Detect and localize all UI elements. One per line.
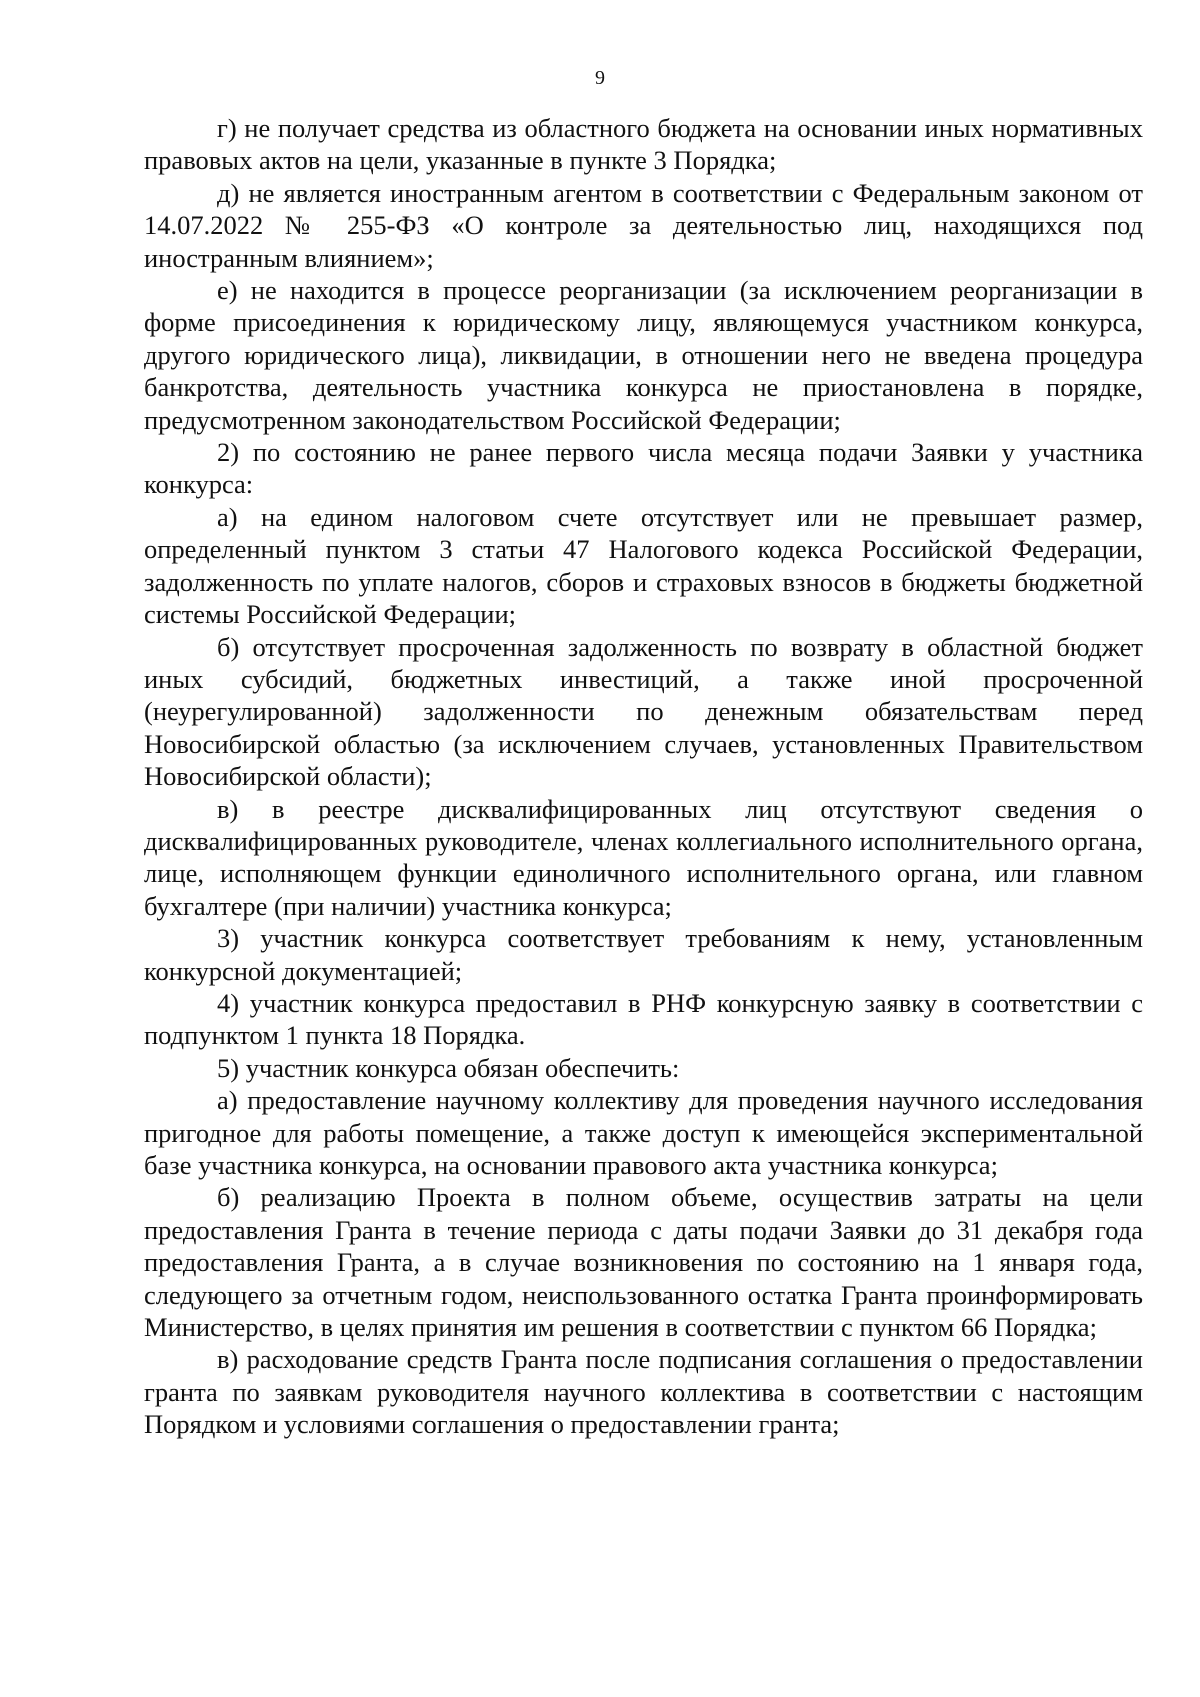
paragraph-item-3: 3) участник конкурса соответствует требованиям к нему, установленным конкурсной документацией; xyxy=(144,923,1143,986)
paragraph-item-2: 2) по состоянию не ранее первого числа месяца подачи Заявки у участника конкурса: xyxy=(144,437,1143,500)
paragraph-d: д) не является иностранным агентом в соответствии с Федеральным законом от 14.07.2022 № 255-ФЗ «О контроле за деятельностью лиц, находящихся под иностранным влиянием»; xyxy=(144,177,1143,273)
paragraph-5v: в) расходование средств Гранта после подписания соглашения о предоставлении гранта по заявкам руководителя научного коллектива в соответствии с настоящим Порядком и условиями соглашения о предоставлении гранта; xyxy=(144,1344,1143,1440)
page-number: 9 xyxy=(595,67,605,89)
document-body xyxy=(144,112,1143,1441)
paragraph-2v: в) в реестре дисквалифицированных лиц отсутствуют сведения о дисквалифицированных руководителе, членах коллегиального исполнительного органа, лице, исполняющем функции единоличного исполнительного органа, или главном бухгалтере (при наличии) участника конкурса; xyxy=(144,793,1143,921)
paragraph-2b: б) отсутствует просроченная задолженность по возврату в областной бюджет иных субсидий, бюджетных инвестиций, а также иной просроченной (неурегулированной) задолженности по денежным обязательствам перед Новосибирской областью (за исключением случаев, установленных Правительством Новосибирской области); xyxy=(144,631,1143,792)
paragraph-2a: а) на едином налоговом счете отсутствует или не превышает размер, определенный пунктом 3 статьи 47 Налогового кодекса Российской Федерации, задолженность по уплате налогов, сборов и страховых взносов в бюджеты бюджетной системы Российской Федерации; xyxy=(144,501,1143,630)
paragraph-item-4: 4) участник конкурса предоставил в РНФ конкурсную заявку в соответствии с подпунктом 1 пункта 18 Порядка. xyxy=(144,987,1143,1051)
paragraph-item-5: 5) участник конкурса обязан обеспечить: xyxy=(217,1052,680,1083)
paragraph-g: г) не получает средства из областного бюджета на основании иных нормативных правовых актов на цели, указанные в пункте 3 Порядка; xyxy=(144,113,1143,176)
paragraph-5a: а) предоставление научному коллективу для проведения научного исследования пригодное для работы помещение, а также доступ к имеющейся экспериментальной базе участника конкурса, на основании правового акта участника конкурса; xyxy=(144,1085,1143,1180)
paragraph-e: е) не находится в процессе реорганизации (за исключением реорганизации в форме присоединения к юридическому лицу, являющемуся участником конкурса, другого юридического лица), ликвидации, в отношении него не введена процедура банкротства, деятельность участника конкурса не приостановлена в порядке, предусмотренном законодательством Российской Федерации; xyxy=(144,275,1143,435)
paragraph-5b: б) реализацию Проекта в полном объеме, осуществив затраты на цели предоставления Гранта в течение периода с даты подачи Заявки до 31 декабря года предоставления Гранта, а в случае возникновения по состоянию на 1 января года, следующего за отчетным годом, неиспользованного остатка Гранта проинформировать Министерство, в целях принятия им решения в соответствии с пунктом 66 Порядка; xyxy=(144,1182,1143,1343)
